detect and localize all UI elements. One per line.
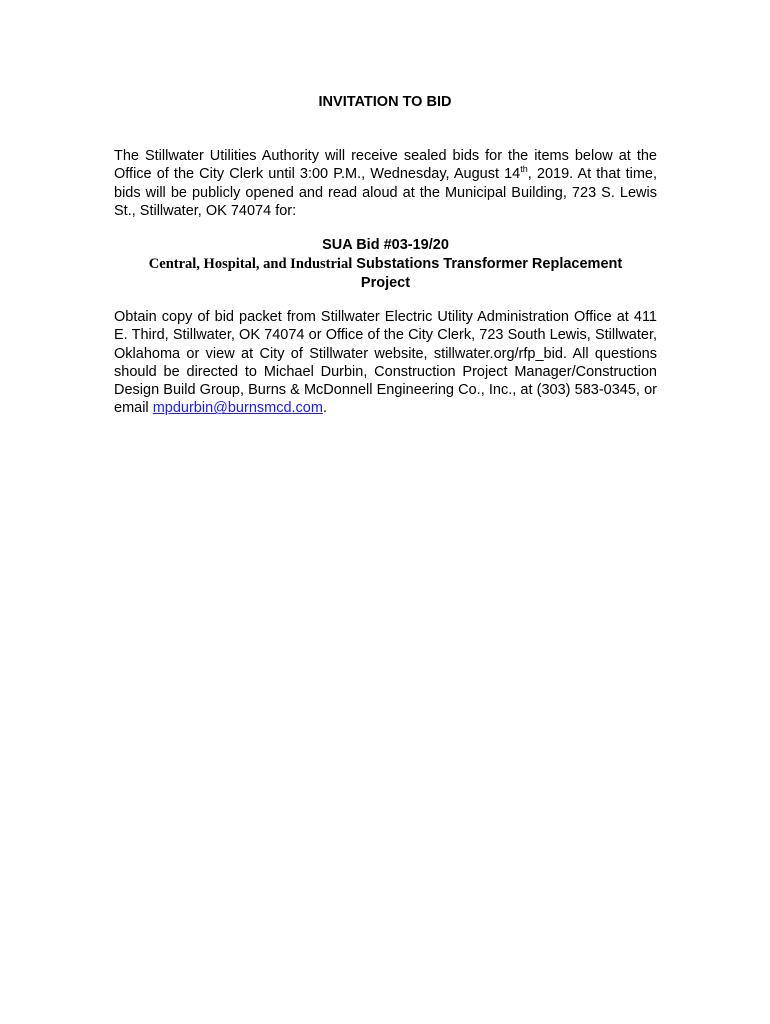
intro-text-start: The Stillwater Utilities Authority will receive sealed bids for the items below at the Office of the City Clerk until 3:00 P.M., Wednesday, August 14 [114,148,657,183]
bid-project-last-line: Project [360,275,411,291]
bid-number: SUA Bid #03-19/20 [322,237,449,253]
document-title: INVITATION TO BID [318,94,452,110]
intro-text-end: , 2019. At that time, bids will be publicly opened and read aloud at the Municipal Building, 723 S. Lewis St., Stillwater, OK 74074 for: [114,166,657,219]
bid-project-title [114,255,657,274]
obtain-text: Obtain copy of bid packet from Stillwater Electric Utility Administration Office at 411 E. Third, Stillwater, OK 74074 or Office of the City Clerk, 723 South Lewis, Stillwater, Oklahoma or view at City of Stillwater website, stillwater.org/rfp_bid. All questions should be directed to Michael Durbin, Construction Project Manager/Construction Design Build Group, Burns & McDonnell Engineering Co., Inc., at (303) 583-0345, or email [114,309,657,417]
obtain-trailing: . [322,400,327,417]
email-link[interactable]: mpdurbin@burnsmcd.com [152,400,323,417]
bid-heading [114,236,657,293]
ordinal-suffix: th [520,164,528,175]
bid-project-sans: Substations Transformer Replacement [356,256,623,272]
bid-project-serif: Central, Hospital, and Industrial [148,256,353,272]
obtain-paragraph [114,308,657,418]
intro-paragraph [114,147,657,220]
